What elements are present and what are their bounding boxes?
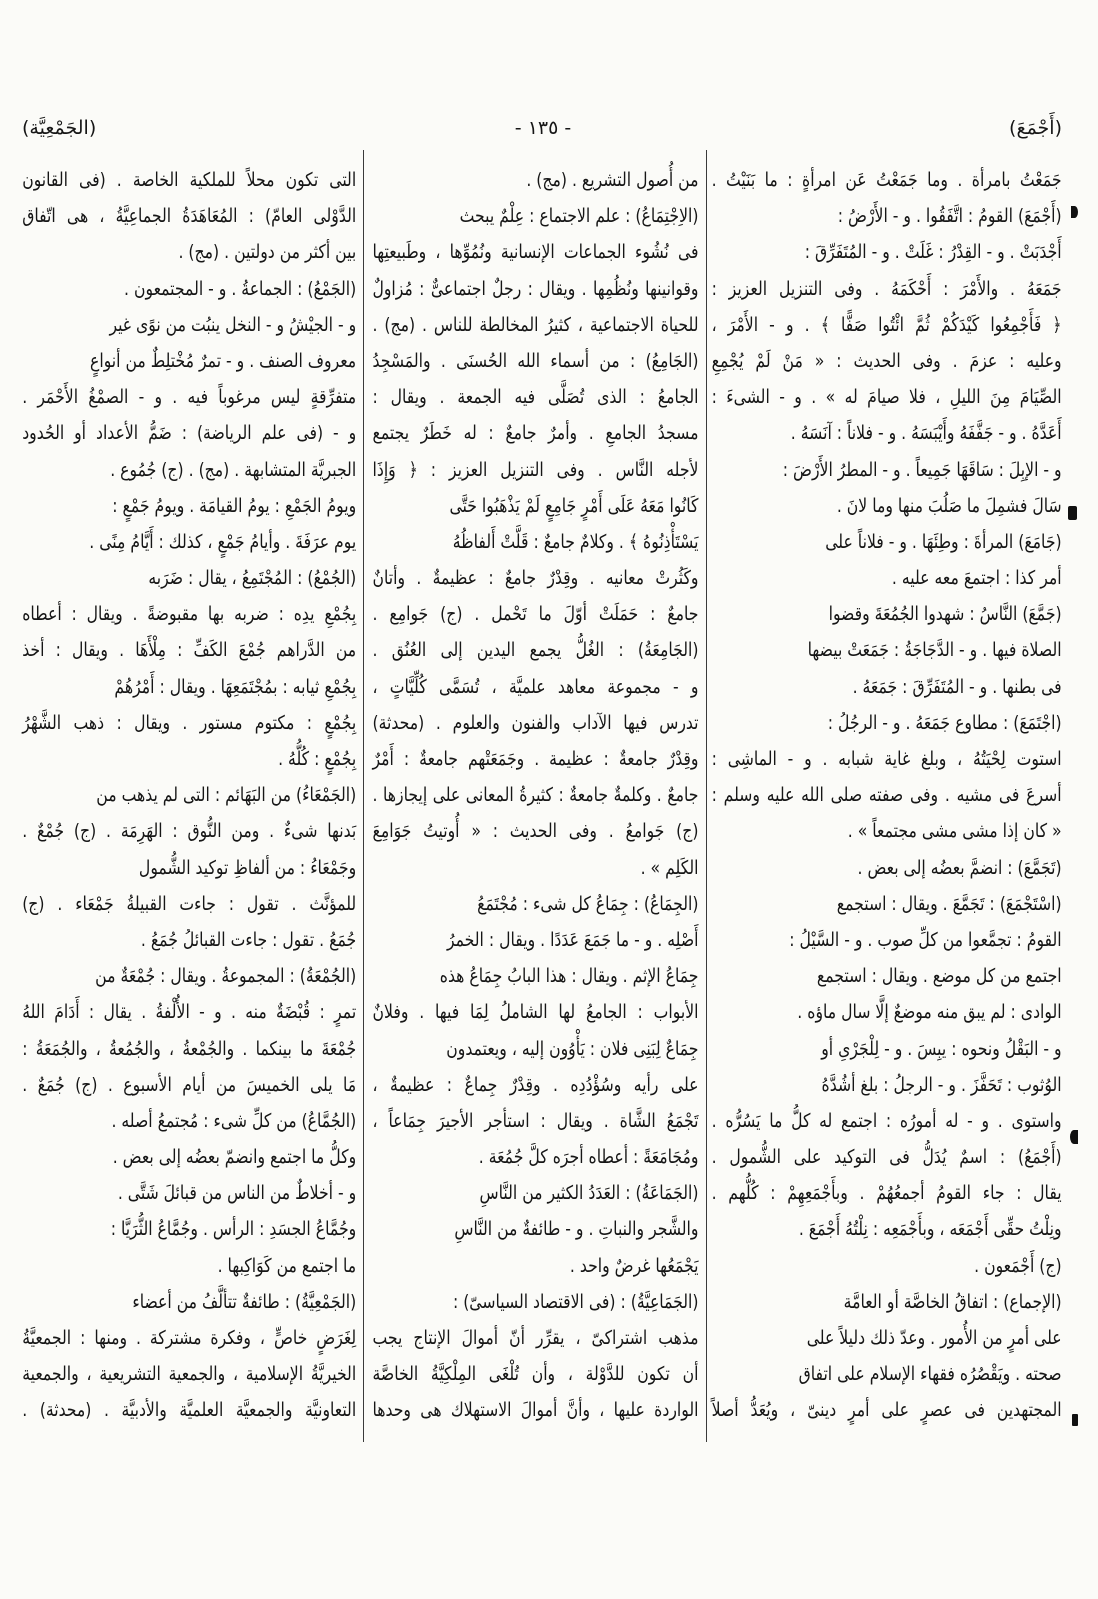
left-column-line: (الجُمْعَةُ) : المجموعةُ . ويقال : جُمْعَةٌ من (94, 965, 357, 988)
right-column-line: على أمرٍ من الأُمور . وعدّ ذلك دليلاً على (807, 1327, 1062, 1349)
middle-column-line: على رأيه وسُؤْدُدِه . وقِدْرٌ جِماعٌ : عظيمةٌ ، (372, 1073, 698, 1096)
left-column-line: (الجُمْعُ) : المُجْتَمِعُ ، يقال : ضَرَبه (148, 567, 356, 590)
middle-column-line: فى نُشُوء الجماعات الإنسانية ونُمُوِّها ، وطَبيعتِها (372, 241, 698, 264)
left-column-line: الخيريَّةُ الإسلامية ، والجمعية التشريعية ، والجمعية (22, 1363, 356, 1386)
middle-column-line: الكَلِم » . (640, 856, 698, 879)
right-column-line: و - البَقْلُ ونحوه : يبِسَ . و - لِلْجَرْىِ أو (821, 1037, 1062, 1060)
middle-column-line: أن تكون للدَّوْلة ، وأن تُلْغَى المِلْكِيَّةُ الخاصَّة (372, 1363, 698, 1386)
left-column-line: جُمْعَةَ ما بينكما . والجُمْعةُ ، والجُمُعةُ ، والجُمَعَةُ : (22, 1037, 356, 1060)
left-column-line: (الجَمْعِيَّةُ) : طائفةٌ تتألَّفُ من أعضاء (132, 1290, 356, 1313)
left-column-line: لِغَرَضٍ خاصٍّ ، وفكرة مشتركة . ومنها : الجمعيَّةُ (22, 1327, 356, 1349)
right-column-line: الوادى : لم يبق منه موضعٌ إلَّا سال ماؤه . (797, 1001, 1062, 1024)
middle-column-line: مسجدُ الجامعِ . وأمرٌ جامعٌ : له خَطَرٌ يجتمع (372, 422, 698, 445)
right-column-line: « كان إذا مشى مشى مجتمعاً » . (848, 820, 1062, 843)
middle-column-line: وكَثُرتْ معانيه . وقِدْرٌ جامعٌ : عظيمةٌ . وأتانٌ (372, 567, 698, 590)
middle-column-line: جِمَاعُ الإثم . ويقال : هذا البابُ جِمَاعُ هذه (439, 965, 698, 988)
right-column-line: صحته . ويَقْصُرُه فقهاء الإسلام على اتفاق (798, 1363, 1062, 1386)
running-head-left: (الجَمْعِيَّة) (22, 117, 97, 139)
left-column-line: التى تكون محلاً للملكية الخاصة . (فى القانون (22, 169, 356, 191)
middle-column-line: يَسْتَأْذِنُوهُ ﴾ . وكلامٌ جامعٌ : قَلَّتْ أَلفاظُهُ (452, 530, 698, 553)
left-column-line: التعاونيَّة والجمعيَّة العلميَّة والأدبيَّة . (محدثة) . (22, 1399, 356, 1422)
left-column-line: جُمَعُ . تقول : جاءت القبائلُ جُمَعُ . (140, 928, 356, 951)
middle-column-line: من أُصول التشريع . (مج) . (525, 169, 698, 191)
right-column-line: (اسْتَجْمَعَ) : تَجَمَّعَ . ويقال : استجمع (837, 892, 1062, 915)
running-head-right: (أَجْمَعَ) (1009, 117, 1062, 139)
left-column-line: للمؤنَّث . تقول : جاءت القبيلةُ جَمْعَاء . (ج) (22, 892, 356, 915)
right-column-line: (جَمَّعَ) النَّاسُ : شهدوا الجُمُعَةَ وقضوا (829, 603, 1062, 626)
right-column-line: الوُثوب : تَحَفَّزَ . و - الرجلُ : بلغ أشُدَّهُ (821, 1073, 1062, 1096)
middle-column-line: (الجَمَاعَةُ) : العَدَدُ الكثير من النَّاسِ (479, 1182, 698, 1205)
middle-column-line: تَجْمَعُ الشَّاة . ويقال : استأجر الأجيرَ جِمَاعاً ، (372, 1109, 698, 1132)
column-divider (706, 150, 707, 1442)
middle-column-line: (الجَامِعُ) : من أسماء الله الحُسنَى . والمَسْجِدُ (372, 349, 698, 372)
scan-mark (1068, 506, 1077, 520)
middle-column-line: جِمَاعٌ لِبَنِى فلان : يَأْوُون إليه ، ويعتمدون (445, 1037, 698, 1060)
middle-column-line: لأجله النَّاس . وفى التنزيل العزيز : ﴿ وَإِذَا (372, 458, 698, 481)
middle-column-line: (الجِمَاعُ) : جِمَاعُ كل شىء : مُجْتَمَعُ (476, 892, 698, 915)
right-column-line: المجتهدين فى عصرٍ على أمرٍ دينىّ ، ويُعَدُّ أصلاً (712, 1399, 1062, 1422)
middle-column-line: والشَّجر والنباتِ . و - طائفةٌ من النَّاسِ (453, 1218, 698, 1241)
right-column-line: يقال : جاء القومُ أجمعُهُمْ . وبأَجْمَعِهِمْ : كُلُّهم . (712, 1182, 1062, 1205)
left-column-line: وجَمْعَاءُ : من ألفاظِ توكيد الشُّمول (138, 856, 356, 879)
right-column-line: و - الإبِلَ : سَاقَهَا جَمِيعاً . و - المطرُ الأَرْضَ : (783, 458, 1062, 481)
right-column-line: الصِّيَامَ مِنَ الليلِ ، فلا صيامَ له » . و - الشىءَ : (712, 386, 1062, 409)
middle-column-line: الواردة عليها ، وأنَّ أموالَ الاستهلاك هى وحدها (372, 1399, 698, 1422)
right-column-line: (ج) أَجْمَعون . (974, 1254, 1062, 1277)
middle-column-line: للحياة الاجتماعية ، كثيرُ المخالطة للناس . (مج) . (372, 313, 698, 336)
right-column-line: استوت لِحْيَتُهُ ، وبلغ غاية شبابه . و - الماشِى : (712, 748, 1062, 770)
middle-column-line: أَصْلِه . و - ما جَمَعَ عَدَدًا . ويقال : الخمرُ (446, 928, 698, 951)
right-column-line: أَجْدَبَتْ . و - القِدْرُ : غَلَتْ . و - المُتَفَرِّقَ : (805, 241, 1062, 264)
page-number: - ١٣٥ - (514, 117, 572, 139)
left-column-line: الدَّوْلى العامّ) : المُعَاهَدَةُ الجماعِيَّةُ ، هى اتّفاق (22, 205, 356, 228)
middle-column-line: (ج) جَوامعُ . وفى الحديث : « أُوتيتُ جَوَامِعَ (372, 820, 698, 843)
middle-column-line: جامعٌ : حَمَلَتْ أوّلَ ما تَحْمل . (ج) جَوامِع . (372, 603, 698, 626)
right-column-line: اجتمع من كل موضع . ويقال : استجمع (817, 965, 1062, 988)
right-column (712, 162, 1062, 1429)
right-column-line: القومُ : تجمَّعوا من كلِّ صوب . و - السَّيْلُ : (789, 928, 1062, 951)
middle-column-line: يَجْمَعُها غرضٌ واحد . (569, 1254, 698, 1277)
right-column-line: (الإجماع) : اتفاقُ الخاصَّة أو العامَّة (844, 1290, 1062, 1313)
left-column-line: يوم عرَفَةَ . وأيامُ جَمْعٍ ، كذلك : أَيَّامُ مِنًى . (89, 530, 356, 553)
left-column (22, 162, 356, 1429)
column-divider (363, 150, 364, 1442)
left-column-line: (الجَمْعُ) : الجماعةُ . و - المجتمعون . (123, 277, 356, 300)
left-column-line: و - الجيْشُ و - النخل ينبُت من نوًى غير (109, 313, 356, 336)
right-column-line: ونِلْتُ حقِّى أَجْمَعَه ، وبأَجْمَعِه : نِلْتُهُ أَجْمَعَ . (799, 1218, 1062, 1241)
left-column-line: بين أكثر من دولتين . (مج) . (178, 241, 356, 264)
left-column-line: بِجُمْعٍ : مكتوم مستور . ويقال : ذهب الشَّهْرُ (22, 711, 356, 734)
left-column-line: بِجُمْعِ يدِه : ضربه بها مقبوضةً . ويقال : أعطاه (22, 603, 356, 626)
right-column-line: (أَجْمَعُ) : اسمٌ يُدَلُّ فى التوكيد على الشُّمول . (712, 1146, 1062, 1169)
right-column-line: الصلاة فيها . و - الدَّجَاجَةُ : جَمَعَتْ بيضها (808, 639, 1062, 662)
right-column-line: ﴿ فَأَجْمِعُوا كَيْدَكُمْ ثُمَّ ائْتُوا صَفًّا ﴾ . و - الأَمْرَ ، (712, 313, 1062, 336)
right-column-line: واستوى . و - له أمورُه : اجتمع له كلُّ ما يَسُرُّه . (712, 1109, 1062, 1132)
left-column-line: وجُمَّاعُ الجسَدِ : الرأس . وجُمَّاعُ الثُّرَيَّا : (110, 1218, 357, 1241)
left-column-line: من الدَّراهم جُمْعَ الكَفِّ : مِلْأَهَا . ويقال : أخذ (22, 639, 356, 662)
right-column-line: (تَجَمَّعَ) : انضمَّ بعضُه إلى بعض . (857, 856, 1062, 879)
scan-mark (1071, 206, 1078, 218)
left-column-line: و - أخلاطٌ من الناس من قبائلَ شَتَّى . (117, 1182, 356, 1205)
middle-column-line: وقِدْرٌ جامعةٌ : عظيمة . وجَمَعَتْهم جامعةٌ : أَمْرٌ (372, 748, 698, 770)
right-column-line: أَعَدَّهُ . و - جَفَّفَهُ وأَيْبَسَهُ . و - فلاناً : آنَسَهُ . (791, 422, 1062, 445)
left-column-line: تمرٍ : قُبْضَةٌ منه . و - الأُلْفةُ . يقال : أَدَامَ اللهُ (22, 1001, 356, 1024)
right-column-line: (أَجْمَعَ) القومُ : اتَّفَقُوا . و - الأَرْضُ : (838, 205, 1062, 228)
right-column-line: سَالَ فشمِلَ ما صَلُبَ منها وما لانَ . (837, 494, 1062, 517)
left-column-line: الجبريَّة المتشابهة . (مج) . (ج) جُمُوع . (110, 458, 356, 481)
middle-column-line: وقوانينها ونُظُمِها . ويقال : رجلٌ اجتماعىٌّ : مُزاولٌ (372, 277, 698, 300)
left-column-line: (الجَمْعَاءُ) من البَهَائم : التى لم يذهب من (96, 784, 357, 807)
right-column-line: وعليه : عزمَ . وفى الحديث : « مَنْ لَمْ يُجْمِعِ (712, 349, 1062, 372)
left-column-line: مَا يلى الخميسَ من أيام الأسبوع . (ج) جُمَعٌ . (22, 1073, 356, 1096)
middle-column-line: الأبواب : الجامعُ لها الشاملُ لِمَا فيها . وفلانٌ (372, 1001, 698, 1024)
left-column-line: ويومُ الجَمْعِ : يومُ القيامَة . ويومُ جَمْعٍ : (112, 494, 357, 517)
left-column-line: بِجُمْعٍ : كُلُّهُ . (277, 748, 356, 770)
left-column-line: وكلُّ ما اجتمع وانضمّ بعضُه إلى بعض . (112, 1146, 356, 1169)
middle-column-line: (الجَمَاعِيَّةُ) : (فى الاقتصاد السياسىّ) : (452, 1290, 698, 1313)
left-column-line: متفرِّقةٍ ليس مرغوباً فيه . و - الصمْغُ الأَحْمَر . (22, 386, 356, 409)
middle-column-line: (الجَامِعَةُ) : الغُلُّ يجمع اليدين إلى العُنُق . (372, 639, 698, 662)
right-column-line: أمر كذا : اجتمعَ معه عليه . (892, 567, 1062, 590)
middle-column-line: جامعٌ . وكلمةٌ جامعةٌ : كثيرةُ المعانى على إيجازها . (372, 784, 698, 807)
right-column-line: (اجْتَمَعَ) : مطاوع جَمَعَهُ . و - الرجُلُ : (828, 711, 1062, 734)
middle-column-line: الجامعُ : الذى تُصَلَّى فيه الجمعة . ويقال : (372, 386, 698, 409)
left-column-line: بَدنها شىءٌ . ومن النُّوق : الهَرِمَة . (ج) جُمْعٌ . (22, 820, 356, 843)
left-column-line: بِجُمْعِ ثيابه : بمُجْتَمَعِهَا . ويقال : أَمْرُهُمْ (114, 675, 356, 698)
middle-column-line: (الاِجْتِمَاعُ) : علم الاجتماع : عِلْمٌ يبحث (459, 205, 698, 228)
left-column-line: (الجُمَّاعُ) من كلِّ شىء : مُجتمعُ أصله . (111, 1109, 357, 1132)
middle-column-line: مذهب اشتراكىّ ، يقرِّر أنّ أموالَ الإنتاج يجب (372, 1327, 698, 1349)
middle-column-line: و - مجموعة معاهد علميَّة ، تُسَمَّى كُلِّيَّاتٍ ، (372, 675, 698, 698)
right-column-line: أسرعَ فى مشيه . وفى صفته صلى الله عليه وسلم : (712, 784, 1062, 807)
scan-mark (1070, 1130, 1078, 1144)
middle-column-line: ومُجَامَعَةً : أعطاه أجرَه كلَّ جُمُعَة . (478, 1146, 698, 1169)
right-column-line: جَمَعَهُ . والأَمْرَ : أَحْكَمَهُ . وفى التنزيل العزيز : (712, 277, 1062, 300)
middle-column-line: تدرس فيها الآداب والفنون والعلوم . (محدثة) (372, 711, 698, 734)
left-column-line: ما اجتمع من كَوَاكِبها . (217, 1254, 356, 1277)
right-column-line: (جَامَعَ) المرأةَ : وطِئَهَا . و - فلاناً على (825, 530, 1062, 553)
middle-column-line: كَانُوا مَعَهُ عَلَى أَمْرٍ جَامِعٍ لَمْ يَذْهَبُوا حَتَّى (448, 494, 698, 517)
right-column-line: جَمَعْتُ بامرأة . وما جَمَعْتُ عَن امرأةٍ : ما بَنَيْتُ . (712, 169, 1062, 191)
middle-column (372, 162, 698, 1429)
scan-mark (1072, 1414, 1078, 1426)
left-column-line: و - (فى علم الرياضة) : ضَمُّ الأعداد أو الحُدود (22, 422, 356, 445)
right-column-line: فى بطنها . و - المُتَفَرِّقَ : جَمَعَهُ . (852, 675, 1062, 698)
left-column-line: معروف الصنف . و - تمرٌ مُخْتلِطٌ من أنواعٍ (89, 349, 356, 372)
